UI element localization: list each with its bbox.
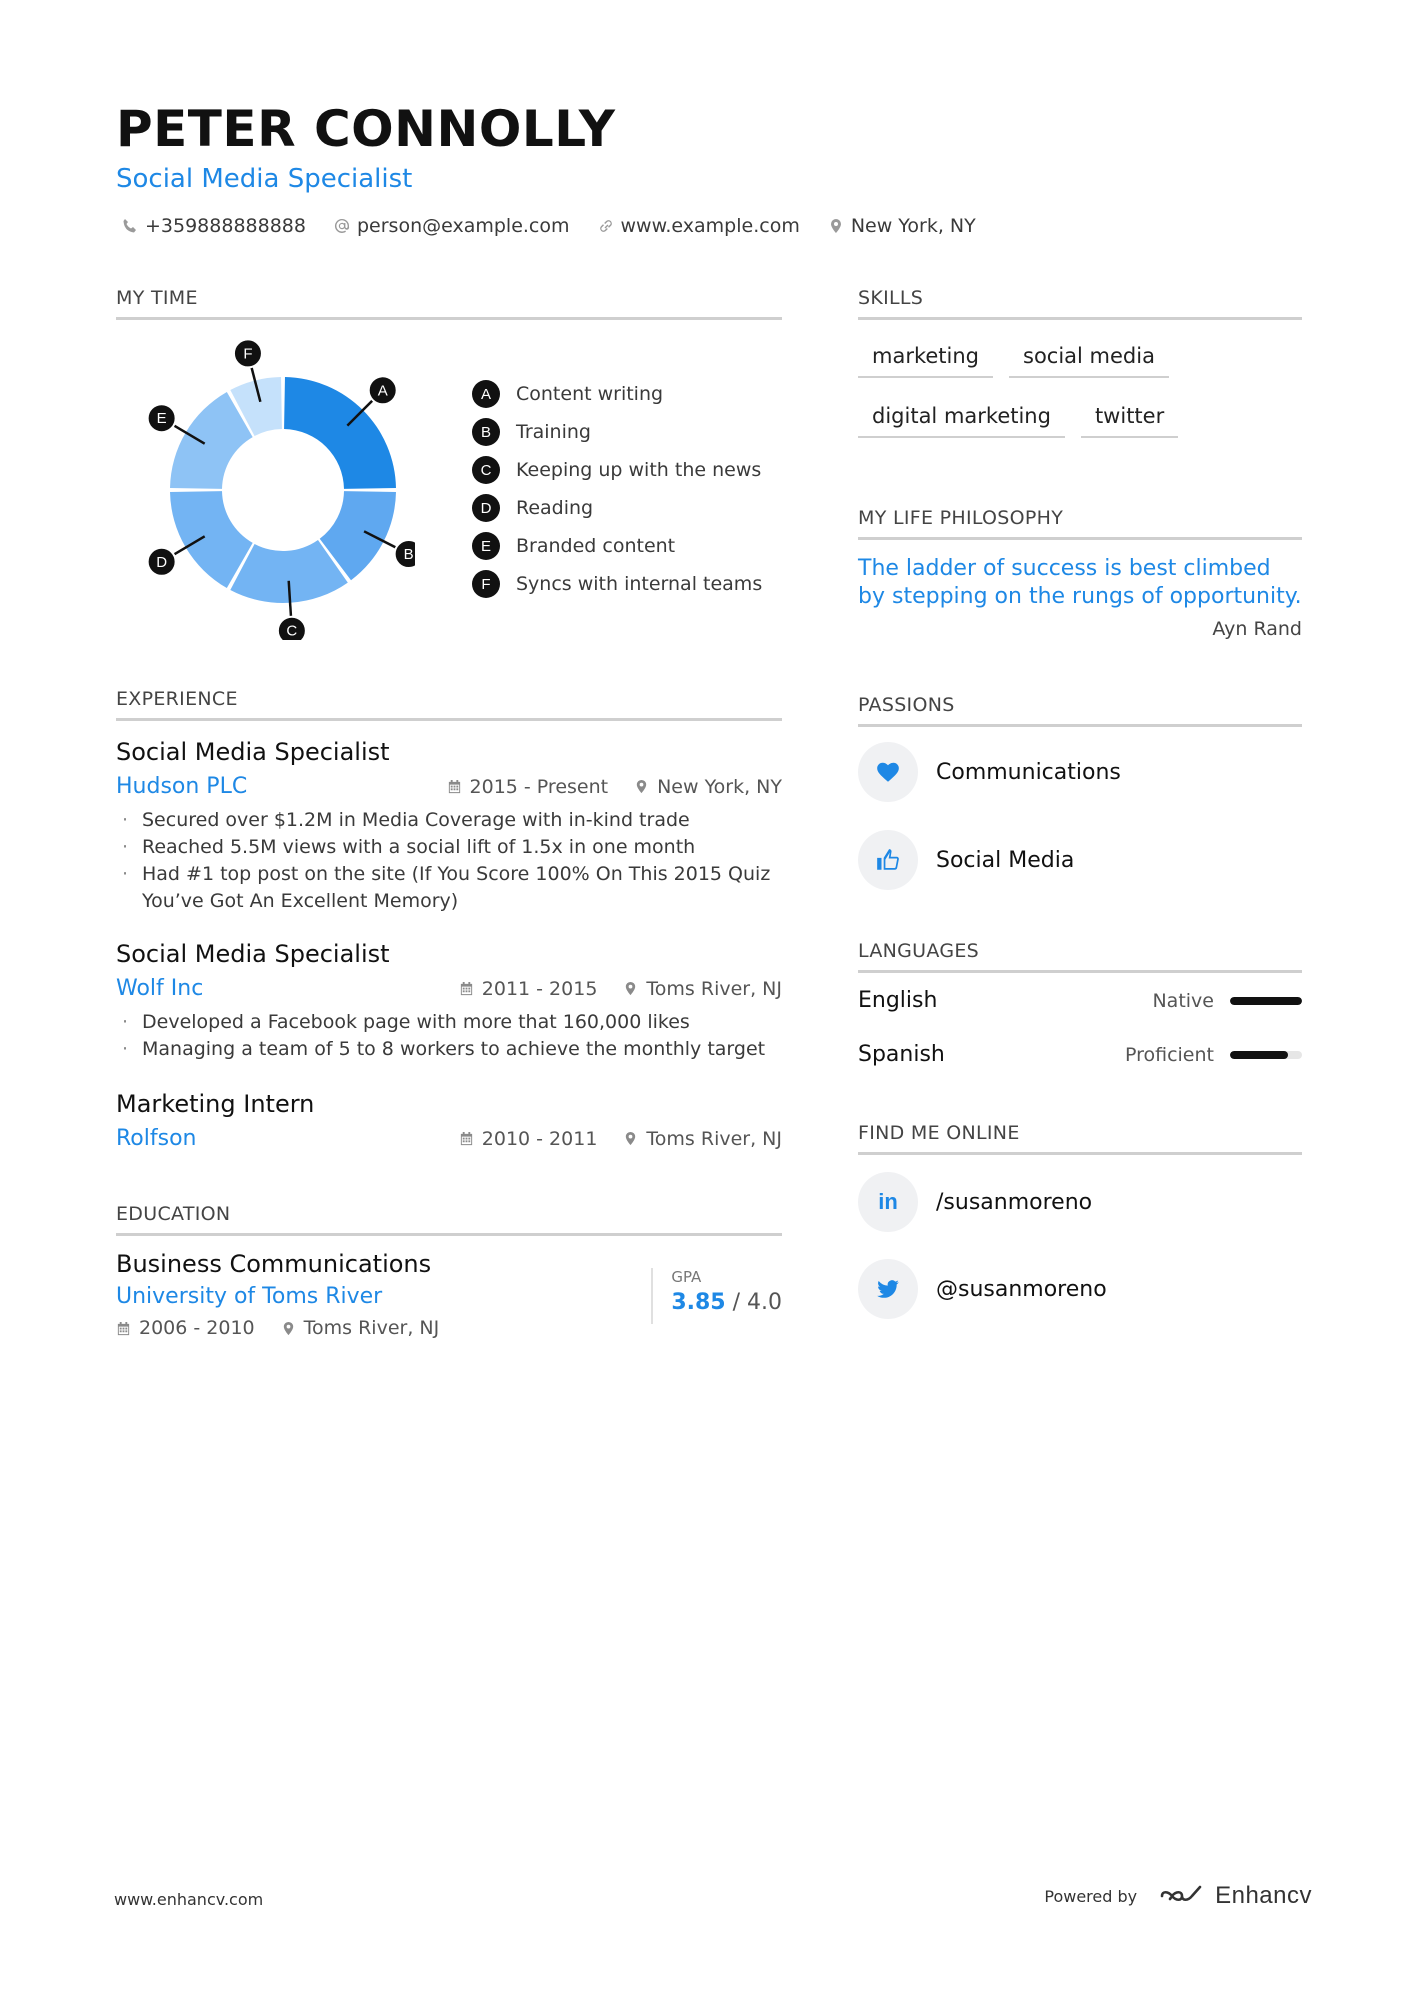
language-item [858, 988, 1302, 1013]
legend-badge: C [472, 456, 500, 484]
legend-label: Training [516, 421, 591, 443]
section-title-experience: EXPERIENCE [116, 688, 782, 721]
school-name: University of Toms River [116, 1284, 383, 1309]
passion-label: Social Media [936, 847, 1075, 873]
enhancv-logo[interactable] [1159, 1882, 1312, 1910]
linkedin-icon: in [858, 1172, 918, 1232]
job-dates: 2011 - 2015 [459, 978, 598, 1000]
job-title: Social Media Specialist [116, 738, 390, 766]
legend-badge: B [472, 418, 500, 446]
legend-item [472, 413, 762, 451]
legend-item [472, 527, 762, 565]
company-name: Rolfson [116, 1126, 197, 1151]
time-donut-chart [135, 340, 415, 640]
section-title-my-time: MY TIME [116, 287, 782, 320]
education-location: Toms River, NJ [281, 1317, 440, 1339]
calendar-icon [116, 1321, 131, 1336]
map-pin-icon [623, 981, 638, 996]
brand-name: Enhancv [1215, 1882, 1312, 1909]
skill-tag: digital marketing [858, 400, 1065, 438]
language-level: Native [1152, 989, 1214, 1012]
donut-badge-label: F [243, 345, 253, 363]
section-title-education: EDUCATION [116, 1203, 782, 1236]
passion-item [858, 742, 1121, 802]
legend-badge: A [472, 380, 500, 408]
donut-badge-label: E [156, 410, 167, 428]
contact-email[interactable] [334, 215, 570, 237]
footer-branding [1044, 1882, 1312, 1910]
experience-item [116, 1090, 782, 1151]
language-bar-fill [1230, 997, 1302, 1005]
gpa-label: GPA [671, 1268, 702, 1286]
link-icon [598, 218, 614, 234]
time-legend [472, 375, 762, 603]
language-item [858, 1042, 1302, 1067]
section-title-passions: PASSIONS [858, 694, 1302, 727]
donut-badge-label: A [377, 382, 388, 400]
legend-label: Branded content [516, 535, 676, 557]
legend-label: Reading [516, 497, 594, 519]
contact-location [828, 215, 976, 237]
at-icon [334, 218, 350, 234]
twitter-icon [858, 1259, 918, 1319]
job-location: New York, NY [634, 776, 782, 798]
job-location: Toms River, NJ [623, 1128, 782, 1150]
section-title-online: FIND ME ONLINE [858, 1122, 1302, 1155]
map-pin-icon [623, 1131, 638, 1146]
skill-tag: marketing [858, 340, 993, 378]
job-dates: 2010 - 2011 [459, 1128, 598, 1150]
skill-tag: twitter [1081, 400, 1178, 438]
bullet-item: · Had #1 top post on the site (If You Score 100% On This 2015 Quiz You’ve Got An Excellent Memory) [116, 861, 782, 915]
job-bullets [116, 1009, 782, 1063]
passion-item [858, 830, 1074, 890]
location-text: New York, NY [850, 215, 976, 237]
passion-label: Communications [936, 759, 1121, 785]
calendar-icon [459, 1131, 474, 1146]
gpa-value: 3.85 / 4.0 [671, 1290, 782, 1315]
legend-label: Keeping up with the news [516, 459, 762, 481]
language-bar [1230, 1051, 1302, 1059]
candidate-role: Social Media Specialist [116, 164, 413, 194]
map-pin-icon [634, 779, 649, 794]
skill-tag: social media [1009, 340, 1169, 378]
legend-item [472, 451, 762, 489]
quote-author: Ayn Rand [1212, 618, 1302, 640]
skills-list [858, 340, 1302, 438]
phone-text: +359888888888 [145, 215, 306, 237]
bullet-item: · Reached 5.5M views with a social lift of 1.5x in one month [116, 834, 782, 861]
website-text: www.example.com [620, 215, 800, 237]
job-title: Marketing Intern [116, 1090, 315, 1118]
legend-label: Content writing [516, 383, 664, 405]
section-title-philosophy: MY LIFE PHILOSOPHY [858, 507, 1302, 540]
degree: Business Communications [116, 1250, 432, 1278]
thumbs-up-icon [858, 830, 918, 890]
map-pin-icon [281, 1321, 296, 1336]
contact-row [122, 215, 976, 237]
phone-icon [122, 218, 138, 234]
job-title: Social Media Specialist [116, 940, 390, 968]
linkedin-handle: /susanmoreno [936, 1189, 1093, 1215]
experience-item [116, 940, 782, 1063]
candidate-name: PETER CONNOLLY [116, 100, 616, 158]
donut-badge-label: B [403, 546, 414, 564]
job-dates: 2015 - Present [447, 776, 609, 798]
job-bullets [116, 807, 782, 915]
contact-phone[interactable] [122, 215, 306, 237]
legend-badge: D [472, 494, 500, 522]
legend-badge: E [472, 532, 500, 560]
company-name: Hudson PLC [116, 774, 248, 799]
legend-badge: F [472, 570, 500, 598]
section-title-skills: SKILLS [858, 287, 1302, 320]
legend-item [472, 489, 762, 527]
legend-item [472, 375, 762, 413]
education-dates: 2006 - 2010 [116, 1317, 255, 1339]
section-title-languages: LANGUAGES [858, 940, 1302, 973]
twitter-handle: @susanmoreno [936, 1276, 1107, 1302]
language-name: Spanish [858, 1042, 945, 1067]
language-name: English [858, 988, 938, 1013]
philosophy-quote: The ladder of success is best climbed by stepping on the rungs of opportunity. [858, 556, 1302, 609]
donut-badge-label: D [156, 553, 168, 571]
online-item-twitter[interactable] [858, 1259, 1107, 1319]
experience-item [116, 738, 782, 915]
legend-item [472, 565, 762, 603]
education-item [116, 1250, 782, 1339]
legend-label: Syncs with internal teams [516, 573, 763, 595]
email-text: person@example.com [356, 215, 570, 237]
bullet-item: · Managing a team of 5 to 8 workers to achieve the monthly target [116, 1036, 782, 1063]
footer-site-link[interactable]: www.enhancv.com [114, 1890, 264, 1909]
gpa-block [651, 1268, 782, 1324]
bullet-item: · Secured over $1.2M in Media Coverage with in-kind trade [116, 807, 782, 834]
calendar-icon [447, 779, 462, 794]
donut-badge-label: C [286, 622, 298, 640]
calendar-icon [459, 981, 474, 996]
contact-website[interactable] [598, 215, 800, 237]
company-name: Wolf Inc [116, 976, 204, 1001]
job-location: Toms River, NJ [623, 978, 782, 1000]
language-bar-fill [1230, 1051, 1288, 1059]
powered-by-text: Powered by [1044, 1886, 1138, 1906]
language-bar [1230, 997, 1302, 1005]
enhancv-logo-icon [1159, 1884, 1205, 1908]
online-item-linkedin[interactable] [858, 1172, 1092, 1232]
heart-icon [858, 742, 918, 802]
language-level: Proficient [1124, 1043, 1214, 1066]
bullet-item: · Developed a Facebook page with more that 160,000 likes [116, 1009, 782, 1036]
map-pin-icon [828, 218, 844, 234]
